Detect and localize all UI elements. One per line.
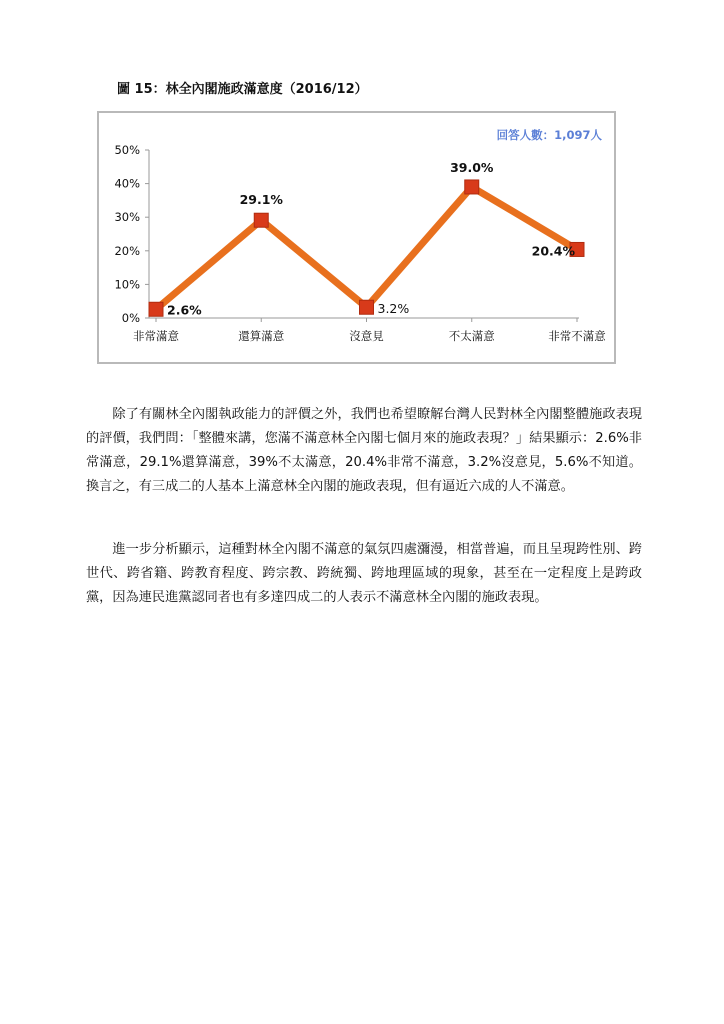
data-label: 2.6% bbox=[167, 302, 202, 318]
paragraph-2: 進一步分析顯示，這種對林全內閣不滿意的氣氛四處瀰漫，相當普遍，而且呈現跨性別、跨世代、跨省籍、跨教育程度、跨宗教、跨統獨、跨地理區域的現象，甚至在一定程度上是跨政黨，因為連民進黨認同者也有多達四成二的人表示不滿意林全內閣的施政表現。 bbox=[86, 542, 642, 605]
y-tick-label: 0% bbox=[121, 311, 140, 325]
y-tick-label: 10% bbox=[114, 277, 140, 292]
x-tick-label: 非常不滿意 bbox=[548, 329, 606, 343]
y-tick-label: 40% bbox=[114, 176, 140, 191]
y-tick-label: 50% bbox=[114, 143, 140, 157]
respondent-count: 回答人數：1,097人 bbox=[496, 128, 602, 142]
figure-title: 圖 15：林全內閣施政滿意度（2016/12） bbox=[117, 82, 368, 97]
x-tick-label: 非常滿意 bbox=[133, 329, 179, 343]
x-tick-label: 不太滿意 bbox=[448, 329, 495, 343]
data-label: 29.1% bbox=[239, 192, 283, 208]
data-label: 3.2% bbox=[377, 301, 410, 317]
line-chart bbox=[99, 113, 614, 362]
data-label: 20.4% bbox=[531, 243, 575, 259]
y-tick-label: 30% bbox=[114, 210, 140, 225]
data-point-marker bbox=[254, 213, 268, 227]
data-point-marker bbox=[465, 180, 479, 194]
data-label: 39.0% bbox=[450, 159, 494, 175]
data-point-marker bbox=[149, 302, 163, 316]
series-line bbox=[156, 187, 577, 309]
y-tick-label: 20% bbox=[114, 243, 140, 258]
chart-container bbox=[97, 111, 616, 364]
x-tick-label: 沒意見 bbox=[349, 329, 384, 343]
x-tick-label: 還算滿意 bbox=[238, 329, 285, 343]
data-point-marker bbox=[360, 300, 374, 314]
paragraph-1: 除了有關林全內閣執政能力的評價之外，我們也希望瞭解台灣人民對林全內閣整體施政表現的評價，我們問：「整體來講，您滿不滿意林全內閣七個月來的施政表現？」結果顯示：2.6%非常滿意，29.1%還算滿意，39%不太滿意，20.4%非常不滿意，3.2%沒意見，5.6%不知道。換言之，有三成二的人基本上滿意林全內閣的施政表現，但有逼近六成的人不滿意。 bbox=[86, 407, 642, 494]
